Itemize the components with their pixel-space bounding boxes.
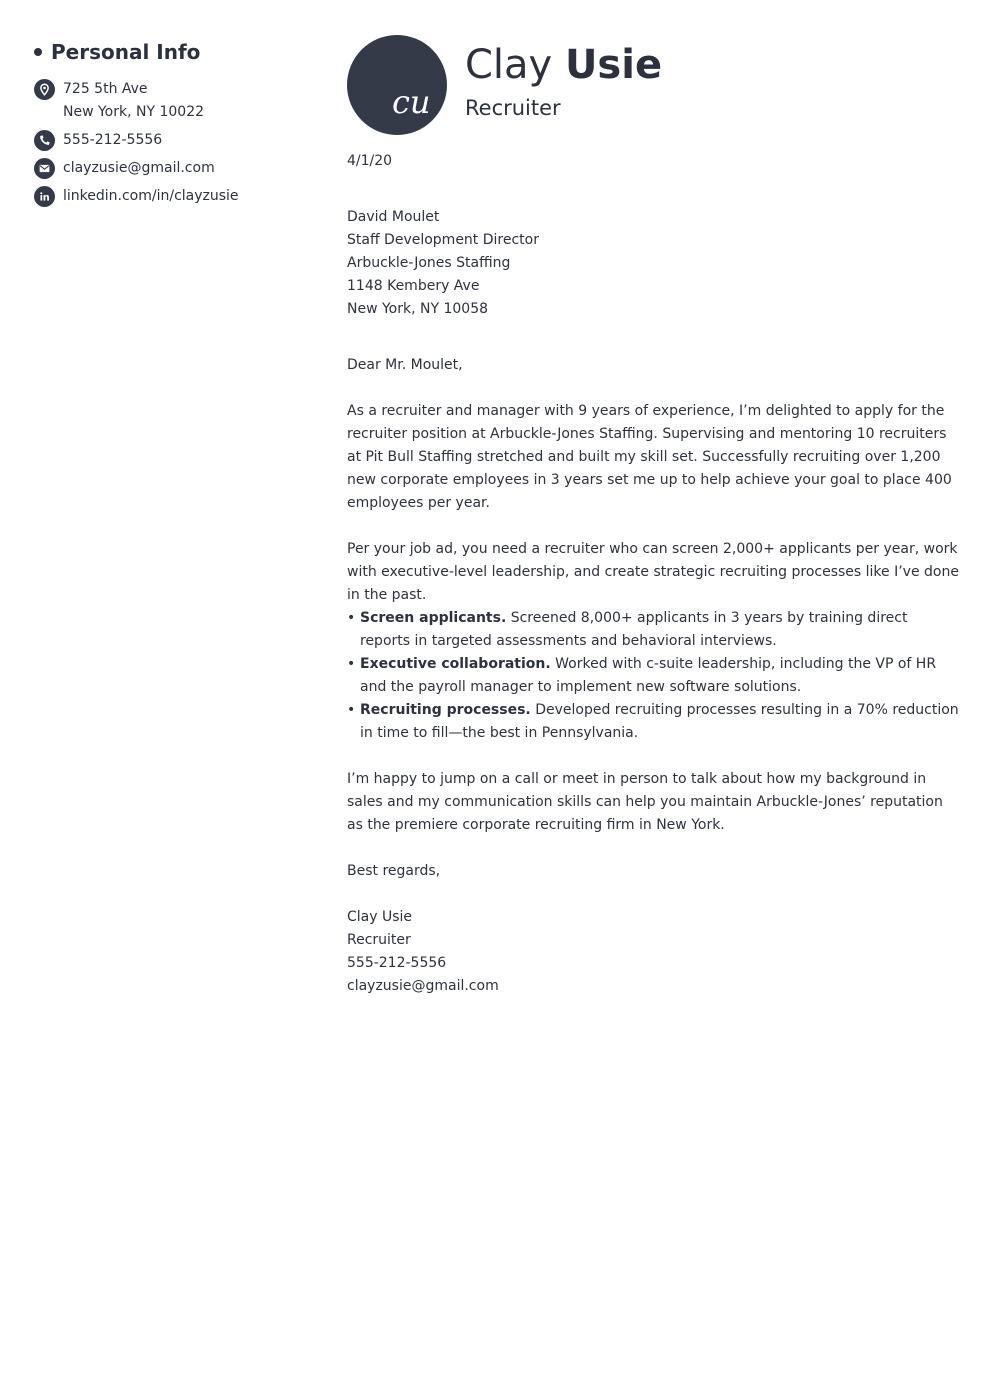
bullet-dot	[34, 48, 42, 56]
email-link[interactable]: clayzusie@gmail.com	[63, 160, 215, 176]
paragraph-closing: I’m happy to jump on a call or meet in person to talk about how my background in sales and my communication skills can help you maintain Arbuckle-Jones’ reputation as the premiere corporate recruiting firm in New York.	[347, 771, 943, 833]
signature-email: clayzusie@gmail.com	[347, 978, 499, 994]
recipient-company: Arbuckle-Jones Staffing	[347, 255, 511, 271]
salutation: Dear Mr. Moulet,	[347, 357, 463, 373]
contact-list	[34, 78, 324, 208]
paragraph-intro: As a recruiter and manager with 9 years of experience, I’m delighted to apply for the recruiter position at Arbuckle-Jones Staffing. Supervising and mentoring 10 recruiters at Pit Bull Staffing stretched and built my skill set. Successfully recruiting over 1,200 new corporate employees in 3 years set me up to help achieve your goal to place 400 employees per year.	[347, 403, 952, 511]
recipient-street: 1148 Kembery Ave	[347, 278, 480, 294]
signature-title: Recruiter	[347, 932, 411, 948]
signature-phone: 555-212-5556	[347, 955, 447, 971]
bullet-text: Screened 8,000+ applicants in 3 years by training direct reports in targeted assessments and behavioral interviews.	[360, 610, 908, 649]
applicant-name	[465, 39, 662, 91]
paragraph-requirements: Per your job ad, you need a recruiter who can screen 2,000+ applicants per year, work with executive-level leadership, and create strategic recruiting processes like I’ve done in the past.	[347, 541, 959, 603]
contact-linkedin	[34, 185, 324, 208]
contact-phone	[34, 129, 324, 152]
list-item	[347, 607, 959, 653]
personal-info-title: Personal Info	[51, 40, 201, 64]
bullet-label: Executive collaboration.	[360, 656, 551, 672]
monogram-avatar	[347, 35, 447, 135]
letter-body	[347, 150, 959, 998]
list-item	[347, 699, 959, 745]
applicant-role: Recruiter	[465, 96, 561, 120]
linkedin-link[interactable]: linkedin.com/in/clayzusie	[63, 188, 239, 204]
mail-icon	[34, 158, 55, 179]
recipient-block	[347, 206, 959, 321]
name-block	[465, 35, 662, 120]
linkedin-icon	[34, 186, 55, 207]
contact-address	[34, 78, 324, 124]
achievements-list	[347, 607, 959, 745]
personal-info-sidebar	[34, 38, 324, 213]
bullet-text: Developed recruiting processes resulting in a 70% reduction in time to fill—the best in Pennsylvania.	[360, 702, 959, 741]
phone-text: 555-212-5556	[63, 132, 163, 148]
bullet-text: Worked with c-suite leadership, including the VP of HR and the payroll manager to implement new software solutions.	[360, 656, 937, 695]
contact-email	[34, 157, 324, 180]
recipient-city: New York, NY 10058	[347, 301, 489, 317]
last-name: Usie	[564, 42, 663, 88]
letter-header	[347, 35, 662, 135]
phone-icon	[34, 130, 55, 151]
recipient-title: Staff Development Director	[347, 232, 539, 248]
location-pin-icon	[34, 79, 55, 100]
personal-info-heading	[34, 38, 324, 66]
bullet-label: Screen applicants.	[360, 610, 507, 626]
list-item	[347, 653, 959, 699]
address-line-2: New York, NY 10022	[63, 104, 205, 120]
closing-phrase: Best regards,	[347, 863, 441, 879]
address-line-1: 725 5th Ave	[63, 81, 148, 97]
recipient-name: David Moulet	[347, 209, 440, 225]
letter-date: 4/1/20	[347, 153, 393, 169]
signature-block	[347, 906, 959, 998]
signature-name: Clay Usie	[347, 909, 413, 925]
bullet-label: Recruiting processes.	[360, 702, 531, 718]
first-name: Clay	[465, 42, 553, 88]
monogram-initials: cu	[392, 83, 431, 121]
